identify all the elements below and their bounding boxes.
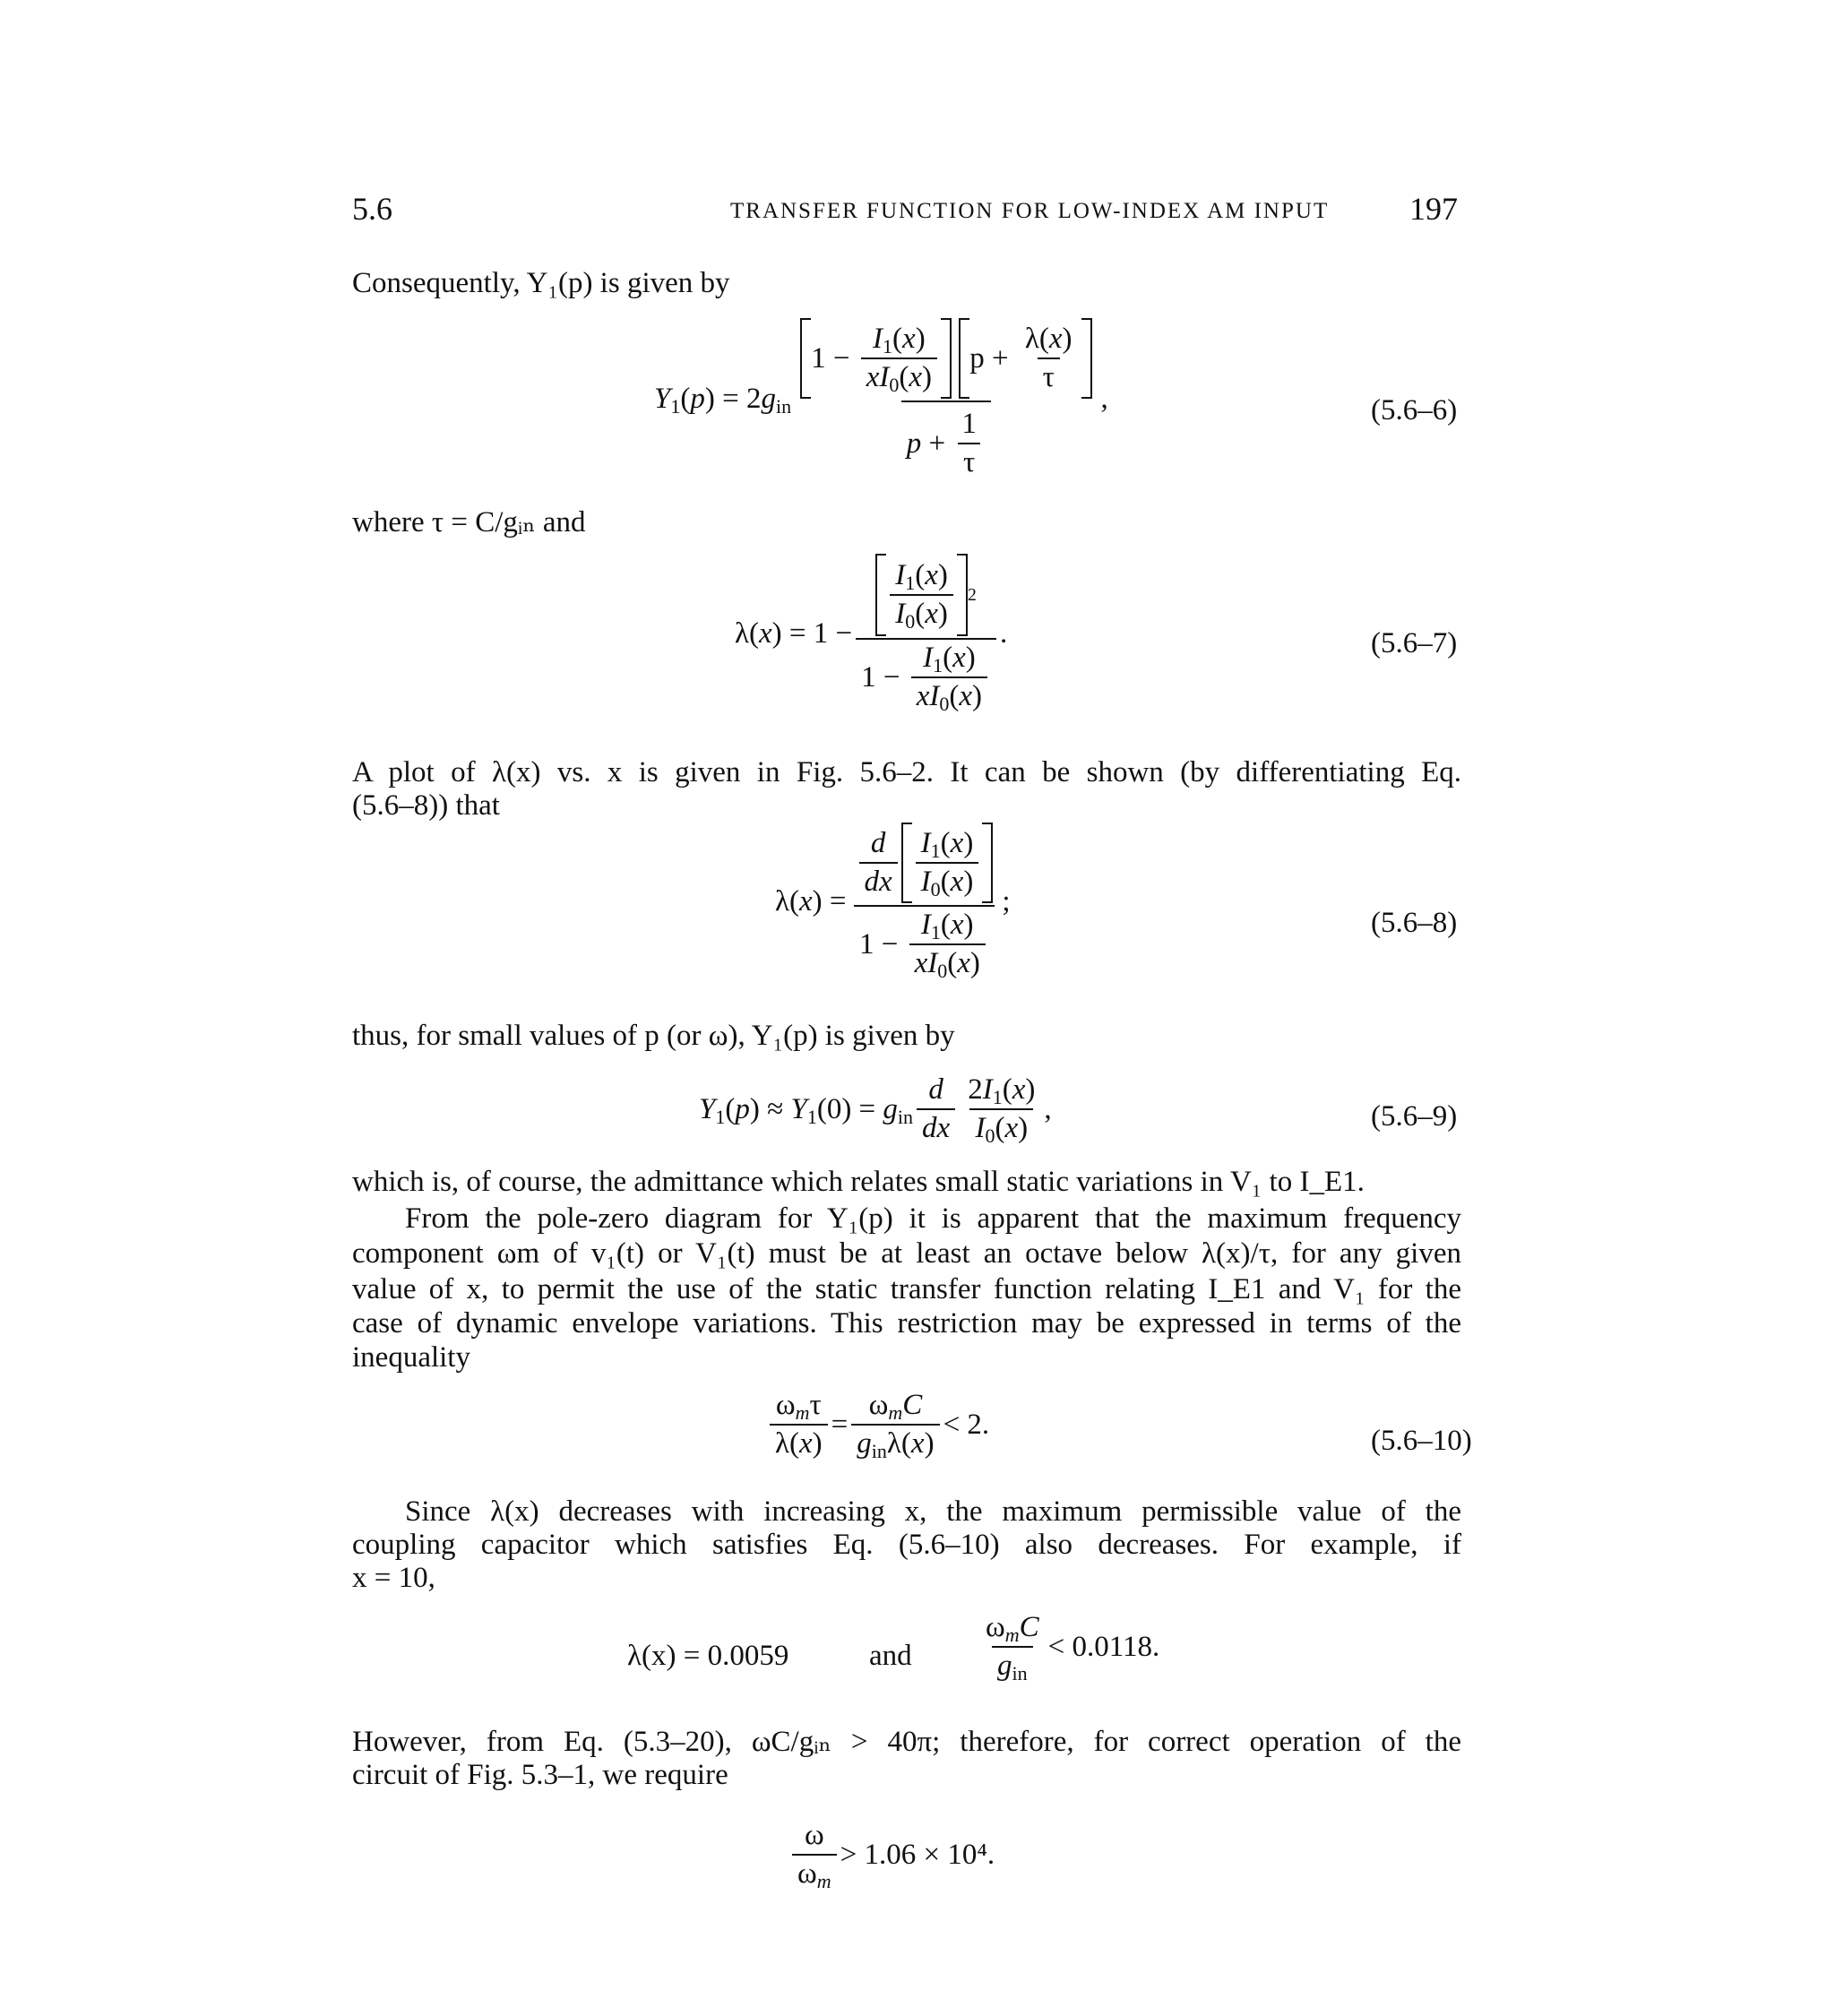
equation-omega-c-bound: < 0.0118. — [1047, 1630, 1160, 1663]
paragraph-small-values: thus, for small values of p (or ω), Y₁(p) is given by — [352, 1020, 955, 1052]
equation-number-5-6-9: (5.6–9) — [1371, 1100, 1458, 1133]
paragraph-however-line2: circuit of Fig. 5.3–1, we require — [352, 1759, 728, 1791]
equation-omega-c-ratio: $\frac{\omega_mC}{g_{in}}$ < 0.0118. — [986, 1611, 1160, 1684]
equation-5-6-8: λ(x) = $\frac{d}{dx}$ $\frac{I_1(x)}{I_0(x)}$ 1 − $\frac{I_1(x)}{xI_0(x)}$ ; — [775, 823, 1011, 980]
equation-number-5-6-6: (5.6–6) — [1371, 394, 1458, 426]
section-number: 5.6 — [352, 191, 392, 227]
paragraph-since-line1: Since λ(x) decreases with increasing x, the maximum permissible value of the — [405, 1495, 1461, 1528]
paragraph-admittance: which is, of course, the admittance which relates small static variations in V₁ to I_E1. — [352, 1166, 1365, 1198]
paragraph-intro: Consequently, Y₁(p) is given by — [352, 267, 730, 299]
paragraph-since-line2: coupling capacitor which satisfies Eq. (5.6–10) also decreases. For example, if — [352, 1529, 1461, 1561]
equation-final-inequality: $\frac{\omega}{\omega_m}$ > 1.06 × 10⁴. — [788, 1819, 995, 1891]
running-title: TRANSFER FUNCTION FOR LOW-INDEX AM INPUT — [730, 199, 1330, 223]
equation-5-6-7: λ(x) = 1 − $\frac{I_1(x)}{I_0(x)}$ 2 1 − $\frac{I_1(x)}{xI_0(x)}$ . — [735, 554, 1007, 713]
equation-5-6-9: $Y_1(p) \approx Y_1(0) = g_{in}$ $\frac{d}{dx}$ $\frac{2I_1(x)}{I_0(x)}$ , — [699, 1073, 1052, 1147]
equation-number-5-6-8: (5.6–8) — [1371, 907, 1458, 939]
equation-5-6-6: $Y_1(p) = 2g_{in}$ 1 − $\frac{I_1(x)}{xI_0(x)}$ p + $\frac{\lambda(x)}{\tau}$ p + $\frac{1}{\tau}$ , — [654, 318, 1108, 479]
paragraph-since-line3: x = 10, — [352, 1562, 435, 1594]
equation-final-bound: > 1.06 × 10⁴. — [840, 1838, 995, 1871]
paragraph-pole-zero-line4: case of dynamic envelope variations. This restriction may be expressed in terms of the — [352, 1307, 1461, 1340]
equation-number-5-6-7: (5.6–7) — [1371, 627, 1458, 659]
paragraph-plot-line2: (5.6–8)) that — [352, 789, 500, 822]
equation-number-5-6-10: (5.6–10) — [1371, 1425, 1472, 1457]
equation-lambda-value: λ(x) = 0.0059 — [627, 1640, 789, 1672]
paragraph-pole-zero-line2: component ωm of v₁(t) or V₁(t) must be at least an octave below λ(x)/τ, for any given — [352, 1237, 1461, 1270]
paragraph-pole-zero-line1: From the pole-zero diagram for Y₁(p) it is apparent that the maximum frequency — [405, 1202, 1461, 1235]
paragraph-pole-zero-line3: value of x, to permit the use of the static transfer function relating I_E1 and V₁ for the — [352, 1273, 1461, 1305]
equation-and: and — [869, 1640, 912, 1672]
page-number: 197 — [1409, 191, 1458, 227]
paragraph-however-line1: However, from Eq. (5.3–20), ωC/gᵢₙ > 40π; therefore, for correct operation of the — [352, 1726, 1461, 1758]
paragraph-pole-zero-line5: inequality — [352, 1341, 470, 1374]
equation-5-6-10: $\frac{\omega_m\tau}{\lambda(x)}$ = $\frac{\omega_mC}{g_{in}\lambda(x)}$ < 2. — [766, 1389, 989, 1460]
paragraph-where-tau: where τ = C/gᵢₙ and — [352, 506, 586, 538]
paragraph-plot-line1: A plot of λ(x) vs. x is given in Fig. 5.6–2. It can be shown (by differentiating Eq. — [352, 756, 1461, 788]
